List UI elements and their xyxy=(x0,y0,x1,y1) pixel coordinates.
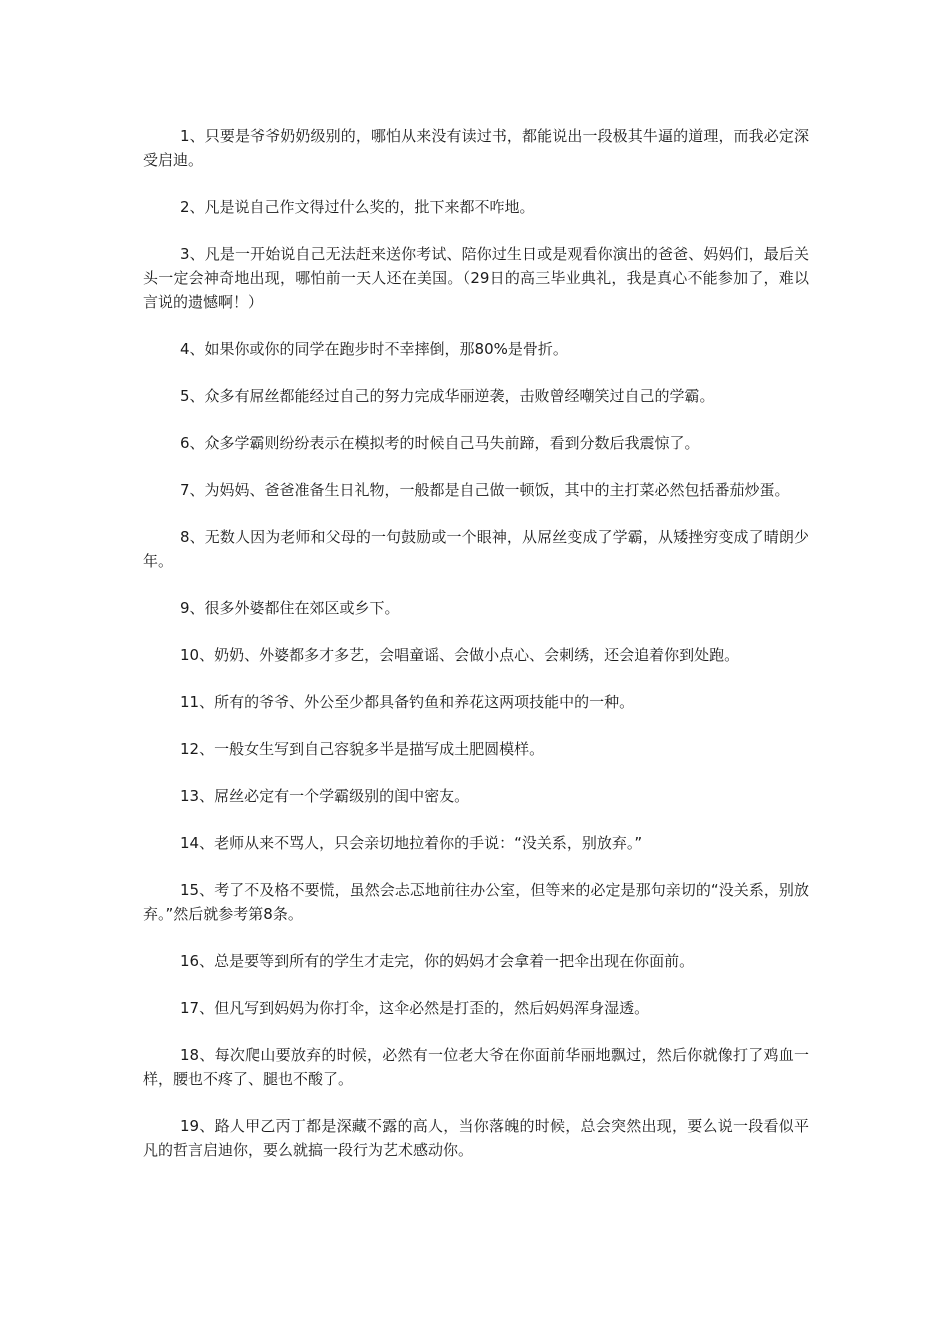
paragraph-19: 19、路人甲乙丙丁都是深藏不露的高人，当你落魄的时候，总会突然出现，要么说一段看似平凡的哲言启迪你，要么就搞一段行为艺术感动你。 xyxy=(143,1117,809,1159)
paragraph-18: 18、每次爬山要放弃的时候，必然有一位老大爷在你面前华丽地飘过，然后你就像打了鸡血一样，腰也不疼了、腿也不酸了。 xyxy=(143,1046,809,1088)
paragraph-2: 2、凡是说自己作文得过什么奖的，批下来都不咋地。 xyxy=(180,198,535,216)
paragraph-15: 15、考了不及格不要慌，虽然会忐忑地前往办公室，但等来的必定是那句亲切的“没关系，别放弃。”然后就参考第8条。 xyxy=(143,881,809,923)
document-body xyxy=(143,124,809,1185)
paragraph-5: 5、众多有屌丝都能经过自己的努力完成华丽逆袭，击败曾经嘲笑过自己的学霸。 xyxy=(180,387,715,405)
paragraph-4: 4、如果你或你的同学在跑步时不幸摔倒，那80%是骨折。 xyxy=(180,340,568,358)
paragraph-11: 11、所有的爷爷、外公至少都具备钓鱼和养花这两项技能中的一种。 xyxy=(180,693,635,711)
paragraph-13: 13、屌丝必定有一个学霸级别的闺中密友。 xyxy=(180,787,470,805)
paragraph-7: 7、为妈妈、爸爸准备生日礼物，一般都是自己做一顿饭，其中的主打菜必然包括番茄炒蛋。 xyxy=(180,481,790,499)
paragraph-9: 9、很多外婆都住在郊区或乡下。 xyxy=(180,599,400,617)
paragraph-3: 3、凡是一开始说自己无法赶来送你考试、陪你过生日或是观看你演出的爸爸、妈妈们，最后关头一定会神奇地出现，哪怕前一天人还在美国。（29日的高三毕业典礼，我是真心不能参加了，难以言说的遗憾啊！） xyxy=(143,245,809,311)
paragraph-8: 8、无数人因为老师和父母的一句鼓励或一个眼神，从屌丝变成了学霸，从矮挫穷变成了晴朗少年。 xyxy=(143,528,809,570)
paragraph-10: 10、奶奶、外婆都多才多艺，会唱童谣、会做小点心、会刺绣，还会追着你到处跑。 xyxy=(180,646,740,664)
paragraph-6: 6、众多学霸则纷纷表示在模拟考的时候自己马失前蹄，看到分数后我震惊了。 xyxy=(180,434,700,452)
paragraph-16: 16、总是要等到所有的学生才走完，你的妈妈才会拿着一把伞出现在你面前。 xyxy=(180,952,695,970)
paragraph-12: 12、一般女生写到自己容貌多半是描写成土肥圆模样。 xyxy=(180,740,545,758)
paragraph-1: 1、只要是爷爷奶奶级别的，哪怕从来没有读过书，都能说出一段极其牛逼的道理，而我必定深受启迪。 xyxy=(143,127,809,169)
paragraph-17: 17、但凡写到妈妈为你打伞，这伞必然是打歪的，然后妈妈浑身湿透。 xyxy=(180,999,650,1017)
paragraph-14: 14、老师从来不骂人，只会亲切地拉着你的手说：“没关系，别放弃。” xyxy=(180,834,643,852)
